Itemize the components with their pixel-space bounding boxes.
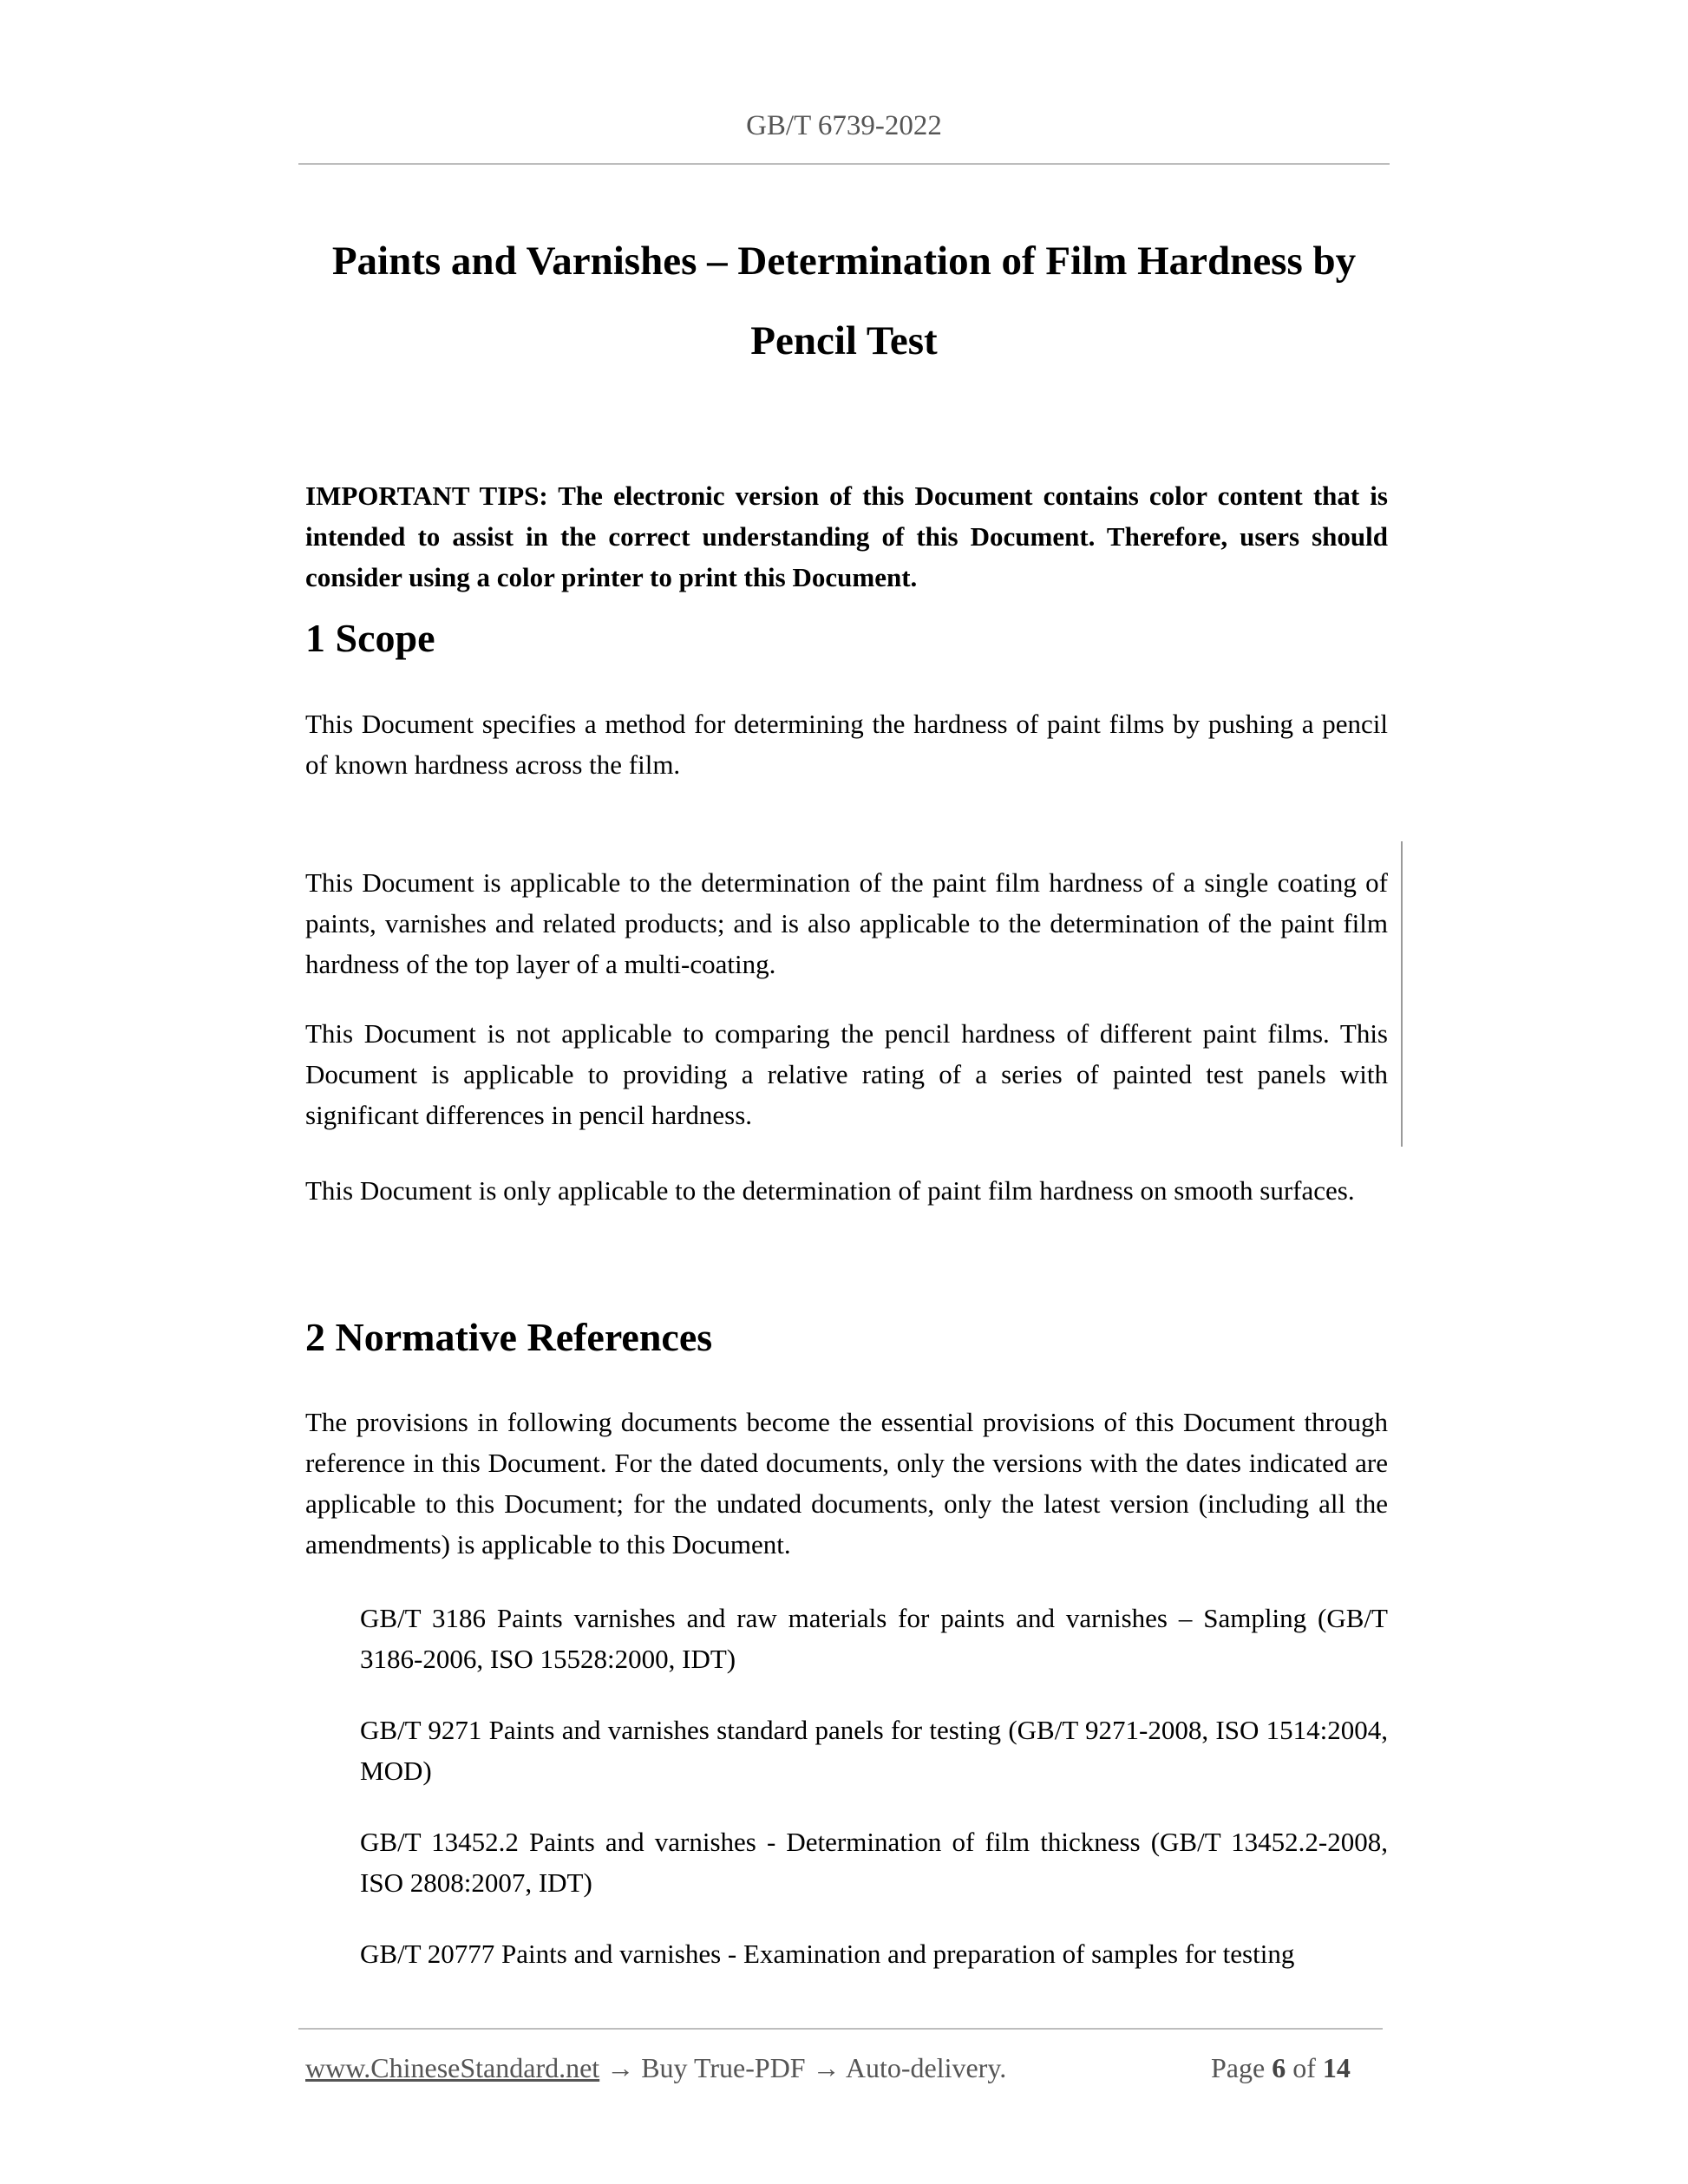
page-indicator <box>1211 2050 1351 2085</box>
document-title-line1: Paints and Varnishes – Determination of Film Hardness by <box>331 239 1357 284</box>
reference-item: GB/T 20777 Paints and varnishes - Examination and preparation of samples for testing <box>360 1939 1295 1969</box>
document-title <box>298 221 1390 381</box>
footer-divider <box>298 2028 1383 2030</box>
page-label: Page <box>1211 2052 1266 2083</box>
scope-paragraph: This Document specifies a method for determining the hardness of paint films by pushing a pencil of known hardness across the film. <box>305 709 1388 780</box>
section-heading-normative-references: 2 Normative References <box>305 1315 713 1359</box>
footer-promo-text: → Buy True-PDF → Auto-delivery. <box>599 2052 1007 2083</box>
scope-paragraph: This Document is not applicable to comparing the pencil hardness of different paint films. This Document is applicable to providing a relative rating of a series of painted test panels with significant differences in pencil hardness. <box>305 1018 1388 1130</box>
footer-promo <box>305 2050 1006 2085</box>
total-pages-number: 14 <box>1322 2052 1351 2083</box>
of-label: of <box>1292 2052 1316 2083</box>
section-heading-scope: 1 Scope <box>305 616 435 660</box>
revision-bar <box>1401 841 1403 1147</box>
current-page-number: 6 <box>1272 2052 1286 2083</box>
reference-item: GB/T 3186 Paints varnishes and raw materials for paints and varnishes – Sampling (GB/T 3186-2006, ISO 15528:2000, IDT) <box>360 1603 1388 1674</box>
scope-paragraph: This Document is applicable to the determination of the paint film hardness of a single coating of paints, varnishes and related products; and is also applicable to the determination of the paint film hardness of the top layer of a multi-coating. <box>305 867 1388 979</box>
important-tips: IMPORTANT TIPS: The electronic version of this Document contains color content that is intended to assist in the correct understanding of this Document. Therefore, users should consider using a color printer to print this Document. <box>305 481 1388 592</box>
site-link[interactable]: www.ChineseStandard.net <box>305 2052 600 2083</box>
normative-references-paragraph: The provisions in following documents become the essential provisions of this Document through reference in this Document. For the dated documents, only the versions with the dates indicated are applicable to this Document; for the undated documents, only the latest version (including all the amendments) is applicable to this Document. <box>305 1407 1388 1560</box>
scope-paragraph: This Document is only applicable to the determination of paint film hardness on smooth surfaces. <box>305 1175 1355 1206</box>
header-divider <box>298 163 1390 165</box>
reference-item: GB/T 13452.2 Paints and varnishes - Determination of film thickness (GB/T 13452.2-2008, ISO 2808:2007, IDT) <box>360 1827 1388 1898</box>
running-header: GB/T 6739-2022 <box>746 110 942 141</box>
document-title-line2: Pencil Test <box>750 318 938 363</box>
reference-item: GB/T 9271 Paints and varnishes standard panels for testing (GB/T 9271-2008, ISO 1514:2004, MOD) <box>360 1715 1388 1786</box>
